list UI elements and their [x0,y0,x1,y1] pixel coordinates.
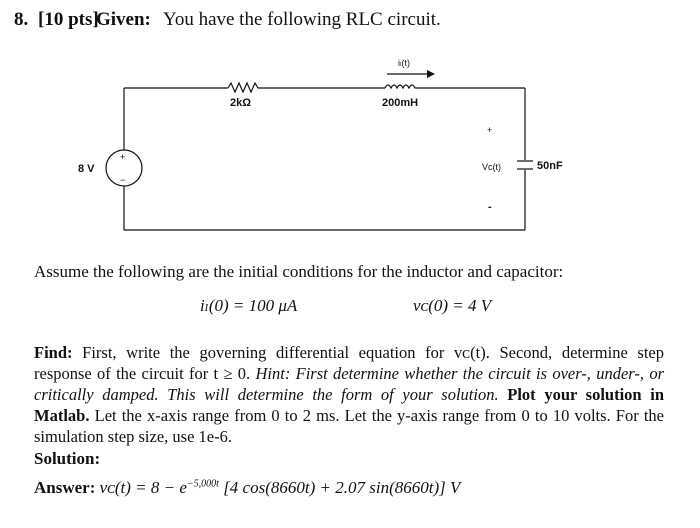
inductor-label: 200mH [382,97,419,109]
answer-label: Answer: [34,478,96,497]
resistor-icon [228,83,261,92]
source-minus: − [120,175,126,185]
rlc-circuit-diagram [0,0,700,250]
current-arrowhead-icon [427,70,435,78]
given-text: You have the following RLC circuit. [163,9,441,30]
answer-rhs: [4 cos(8660t) + 2.07 sin(8660t)] V [223,478,461,497]
answer-line [34,478,460,498]
capacitor-plus: + [487,125,493,135]
solution-label: Solution: [34,449,101,468]
find-hint: Hint: First determine whether the circuit is over-, under-, or critically damped. This will determine the form of your solution. [34,364,664,404]
conditions-intro: Assume the following are the initial conditions for the inductor and capacitor: [34,262,564,281]
question-points: [10 pts] [38,9,99,30]
given-label: Given: [96,9,151,30]
capacitor-minus: - [488,201,492,213]
question-number: 8. [14,9,29,30]
inductor-icon [385,85,418,88]
il-initial-condition: iₗ(0) = 100 μA [200,296,298,315]
find-plot: Plot your solution in Matlab. [34,385,665,425]
vc-label: Vᴄ(t) [482,162,501,172]
vc-initial-condition: vᴄ(0) = 4 V [413,296,492,315]
source-label: 8 V [78,163,95,175]
find-block [34,342,664,447]
find-text-2: Let the x-axis range from 0 to 2 ms. Let the y-axis range from 0 to 10 volts. For the simulation step size, use 1e-6. [34,406,665,446]
current-label: iₗ(t) [398,58,410,68]
find-text-1: First, write the governing differential equation for vᴄ(t). Second, determine step response of the circuit for t ≥ 0. [34,343,664,383]
answer-lhs: vᴄ(t) = 8 − e [99,478,187,497]
source-plus: + [120,152,126,162]
find-label: Find: [34,343,73,362]
answer-exponent: −5,000t [186,478,219,490]
resistor-label: 2kΩ [230,97,252,109]
capacitor-label: 50nF [537,160,563,172]
